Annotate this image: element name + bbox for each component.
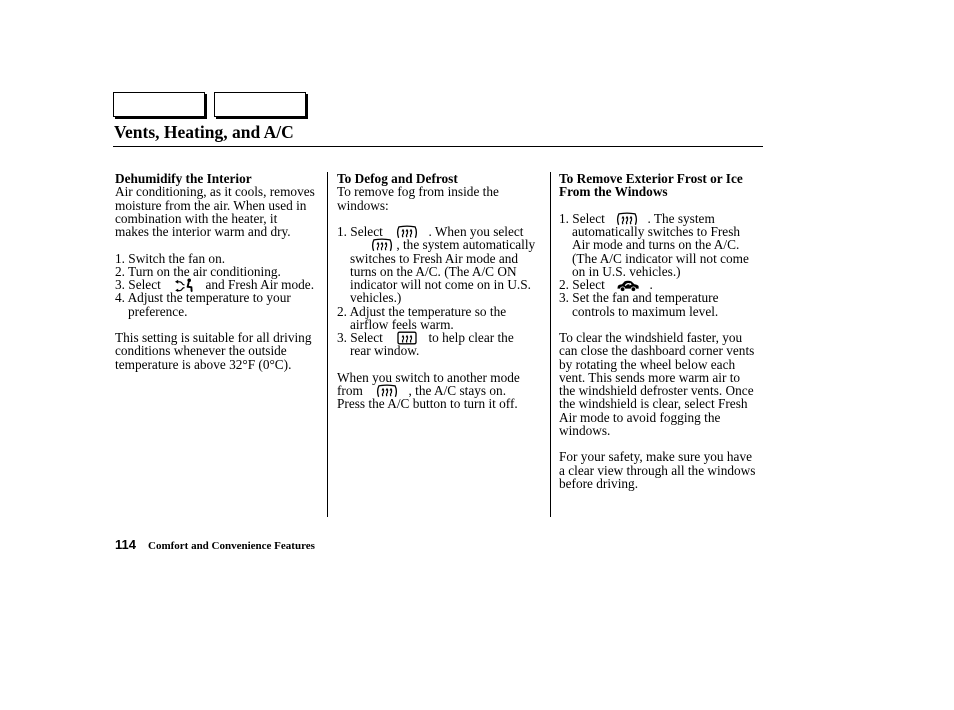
paragraph-line: by rotating the wheel below each — [559, 356, 736, 372]
paragraph-line: To clear the windshield faster, you — [559, 330, 743, 345]
step-item-continued: switches to Fresh Air mode and — [350, 250, 519, 266]
step-item — [337, 331, 542, 344]
column-divider — [327, 172, 328, 517]
step-text: and Fresh Air mode. — [205, 277, 315, 292]
paragraph-line: windows: — [337, 197, 389, 213]
paragraph-line: This setting is suitable for all driving — [115, 330, 312, 345]
paragraph-line: Air conditioning, as it cools, removes — [115, 184, 315, 200]
line-spacer — [337, 358, 542, 371]
paragraph-line — [337, 384, 542, 397]
paragraph-line: temperature is above 32°F (0°C). — [115, 356, 292, 372]
step-item — [559, 278, 764, 291]
step-text: 3. Select — [115, 277, 161, 292]
step-item — [337, 225, 542, 238]
step-item-continued: (The A/C indicator will not come — [572, 250, 749, 266]
step-item-continued: turns on the A/C. (The A/C ON — [350, 263, 517, 279]
step-item-continued — [337, 238, 542, 251]
paragraph-line: To remove fog from inside the — [337, 184, 499, 200]
paragraph-line: For your safety, make sure you have — [559, 449, 752, 465]
step-item — [115, 278, 320, 291]
section-heading: From the Windows — [559, 184, 668, 200]
footer-section-title: Comfort and Convenience Features — [148, 540, 315, 552]
line-spacer — [559, 437, 764, 450]
paragraph-line: a clear view through all the windows — [559, 462, 756, 478]
step-item: 2. Adjust the temperature so the — [337, 303, 507, 319]
defog-section — [337, 172, 542, 411]
paragraph-line: vent. This sends more warm air to — [559, 369, 741, 385]
step-item-continued: indicator will not come on in U.S. — [350, 277, 531, 292]
step-item-continued: controls to maximum level. — [572, 303, 719, 319]
step-text: . When you select — [428, 224, 524, 239]
paragraph-text: , the A/C stays on. — [408, 383, 507, 398]
dehumidify-section — [115, 172, 320, 371]
section-heading: To Remove Exterior Frost or Ice — [559, 171, 743, 186]
step-item: 1. Switch the fan on. — [115, 250, 226, 266]
step-text: 2. Select — [559, 277, 605, 292]
paragraph-line: makes the interior warm and dry. — [115, 224, 291, 239]
paragraph-text: from — [337, 383, 363, 398]
header-tab-box — [214, 92, 306, 117]
section-heading: Dehumidify the Interior — [115, 171, 252, 186]
paragraph-line: When you switch to another mode — [337, 369, 520, 385]
step-item-continued: on in U.S. vehicles.) — [572, 263, 681, 279]
paragraph-line: can close the dashboard corner vents — [559, 343, 755, 359]
step-item-continued: vehicles.) — [350, 290, 402, 306]
step-text: 1. Select — [559, 210, 605, 226]
page-number: 114 — [115, 537, 136, 552]
section-heading: To Defog and Defrost — [337, 171, 458, 186]
paragraph-line: before driving. — [559, 475, 639, 491]
step-item-continued: airflow feels warm. — [350, 316, 454, 332]
page-title: Vents, Heating, and A/C — [114, 122, 294, 142]
frost-section — [559, 172, 764, 490]
step-item-continued: preference. — [128, 303, 188, 319]
paragraph-line: Air mode to avoid fogging the — [559, 409, 721, 425]
step-item-continued: automatically switches to Fresh — [572, 224, 741, 239]
column-divider — [550, 172, 551, 517]
step-text: to help clear the — [428, 330, 514, 345]
paragraph-line: the windshield is clear, select Fresh — [559, 396, 748, 412]
step-item: 2. Turn on the air conditioning. — [115, 263, 281, 279]
line-spacer — [337, 212, 542, 225]
paragraph-line: windows. — [559, 422, 611, 438]
paragraph-line: the windshield defroster vents. Once — [559, 383, 754, 398]
step-item — [559, 212, 764, 225]
line-spacer — [559, 318, 764, 331]
step-item-continued: Air mode and turns on the A/C. — [572, 237, 740, 253]
step-text: . The system — [647, 210, 715, 226]
line-spacer — [115, 238, 320, 251]
step-text: 3. Select — [337, 330, 383, 345]
step-item: 3. Set the fan and temperature — [559, 290, 719, 306]
step-text: , the system automatically — [396, 237, 536, 253]
step-item: 4. Adjust the temperature to your — [115, 290, 291, 306]
paragraph-line: moisture from the air. When used in — [115, 197, 307, 213]
step-text: . — [649, 277, 653, 292]
paragraph-line: combination with the heater, it — [115, 210, 278, 226]
title-rule — [113, 146, 763, 147]
header-tab-box — [113, 92, 205, 117]
paragraph-line: Press the A/C button to turn it off. — [337, 396, 518, 412]
line-spacer — [115, 318, 320, 331]
step-text: 1. Select — [337, 224, 383, 239]
step-item-continued: rear window. — [350, 343, 420, 359]
line-spacer — [559, 199, 764, 212]
paragraph-line: conditions whenever the outside — [115, 343, 287, 359]
